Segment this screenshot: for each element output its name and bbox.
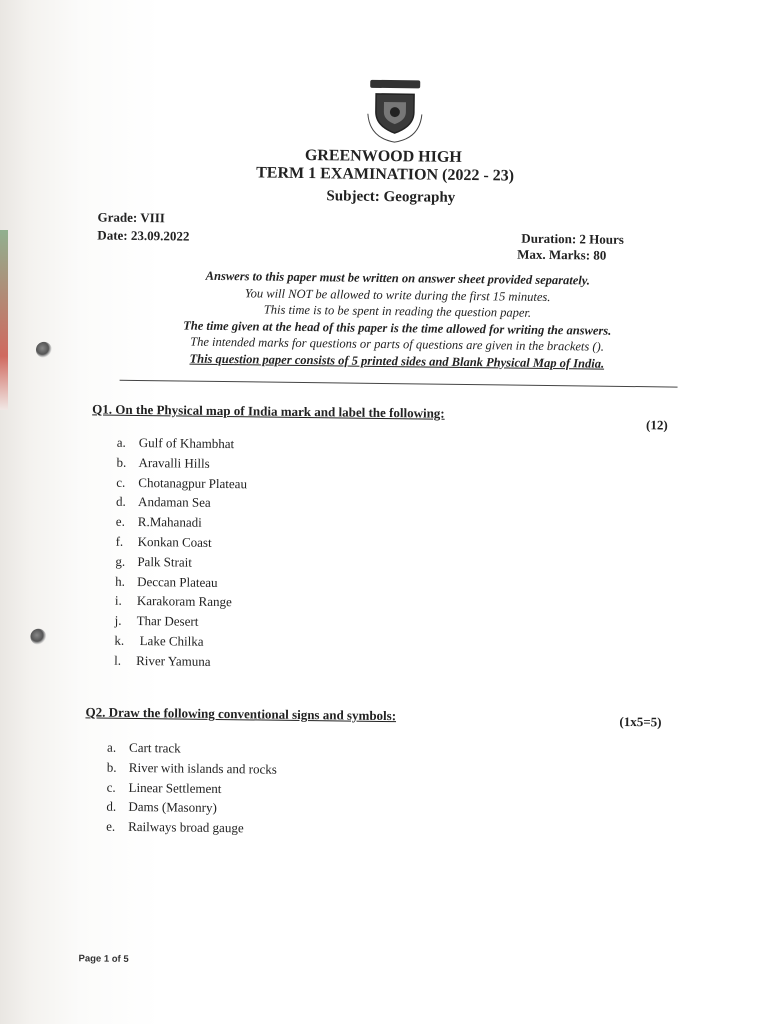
item-text: Dams (Masonry) [128,799,217,816]
list-item [114,652,245,673]
list-item [115,554,246,575]
exam-title: TERM 1 EXAMINATION (2022 - 23) [256,164,515,185]
list-item [115,613,246,634]
item-text: Chotanagpur Plateau [138,474,248,491]
instruction-line: This time is to be spent in reading the question paper. [263,302,532,320]
item-text: Railways broad gauge [128,819,244,836]
question-1-title: Q1. On the Physical map of India mark and label the following: [92,401,445,421]
item-text: Thar Desert [136,613,199,629]
item-letter: c. [116,474,126,490]
item-letter: c. [106,779,116,795]
item-text: Deccan Plateau [137,573,218,590]
grade-label: Grade: VIII [97,209,165,226]
item-letter: k. [114,632,125,648]
item-text: River with islands and rocks [128,759,277,777]
instructions-block [112,267,683,373]
list-item [106,779,276,801]
item-text: Lake Chilka [136,632,204,649]
item-letter: f. [115,533,124,549]
duration-label: Duration: 2 Hours [521,230,625,247]
school-name: GREENWOOD HIGH [304,147,462,166]
question-1-list [114,435,248,674]
list-item [115,573,246,594]
item-text: Linear Settlement [128,779,222,796]
list-item [116,494,247,515]
instruction-line: The intended marks for questions or parts of questions are given in the brackets (). [190,334,604,354]
divider [120,380,678,388]
list-item [115,593,246,614]
item-text: Konkan Coast [137,533,212,550]
instruction-line: You will NOT be allowed to write during the first 15 minutes. [244,285,551,304]
list-item [107,740,277,762]
list-item [114,633,245,654]
item-letter: d. [106,799,117,815]
item-text: Palk Strait [137,553,192,570]
instruction-line: This question paper consists of 5 printed sides and Blank Physical Map of India. [189,351,605,371]
punch-hole [30,629,46,645]
item-letter: a. [116,434,126,450]
item-text: Cart track [129,739,181,756]
item-text: Aravalli Hills [138,454,210,471]
item-text: Andaman Sea [138,494,211,511]
question-2-list [106,740,277,841]
item-text: River Yamuna [136,652,211,669]
item-letter: j. [114,612,122,628]
page-number: Page 1 of 5 [78,953,129,965]
list-item [116,474,247,495]
date-label: Date: 23.09.2022 [97,227,190,244]
item-letter: e. [115,513,125,530]
list-item [117,435,248,456]
question-1-marks: (12) [645,417,668,433]
item-letter: g. [115,553,126,569]
item-letter: b. [106,759,117,775]
item-text: Gulf of Khambhat [138,435,235,452]
item-letter: d. [116,494,126,510]
instruction-line: The time given at the head of this paper is the time allowed for writing the answers. [183,318,612,338]
subject-title: Subject: Geography [326,188,456,206]
item-letter: i. [114,593,122,609]
question-2-marks: (1x5=5) [619,713,662,730]
item-letter: e. [106,818,116,834]
school-crest-logo [359,78,430,145]
max-marks-label: Max. Marks: 80 [517,246,607,263]
question-2-title: Q2. Draw the following conventional signs and symbols: [85,704,397,724]
list-item [116,455,247,476]
list-item [115,534,246,555]
item-letter: b. [116,454,127,470]
item-letter: l. [114,652,122,668]
list-item [106,819,276,841]
instruction-line: Answers to this paper must be written on answer sheet provided separately. [205,268,591,288]
item-letter: h. [115,573,125,589]
punch-hole [36,342,52,358]
item-text: R.Mahanadi [137,514,202,530]
list-item [116,514,247,535]
item-text: Karakoram Range [136,593,232,610]
list-item [107,759,277,781]
item-letter: a. [107,739,117,755]
list-item [106,799,276,821]
